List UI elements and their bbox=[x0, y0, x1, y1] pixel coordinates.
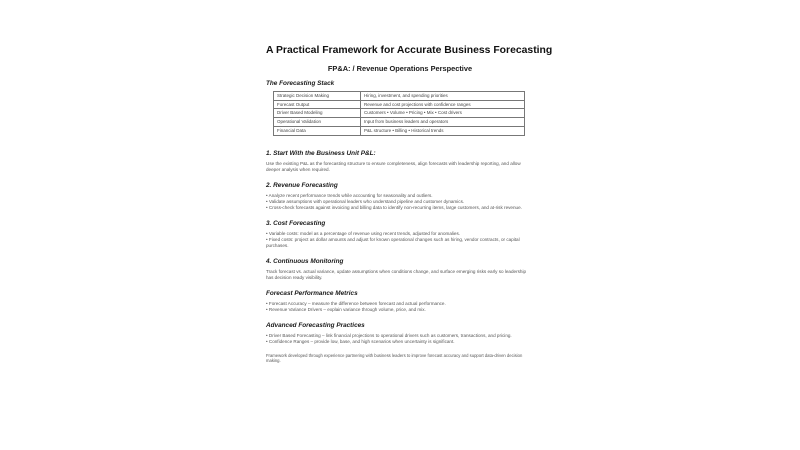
document-subtitle: FP&A: / Revenue Operations Perspective bbox=[327, 64, 473, 73]
bullet-item: • Driver Based Forecasting – link financial projections to operational drivers such as customers, transactions, and pricing. bbox=[266, 332, 512, 338]
bullet-item: • Revenue Variance Drivers – explain variance through volume, price, and mix. bbox=[266, 306, 426, 312]
section-business-unit-pl bbox=[266, 150, 534, 173]
stack-layer-cell: Financial Data bbox=[274, 126, 361, 135]
bullet-item: • Analyze recent performance trends while accounting for seasonality and outliers. bbox=[266, 192, 433, 198]
section-heading: 2. Revenue Forecasting bbox=[266, 181, 338, 189]
bullet-item: • Validate assumptions with operational leaders who understand pipeline and customer dynamics. bbox=[266, 198, 465, 204]
stack-layer-cell: Operational Validation bbox=[274, 118, 361, 127]
section-revenue-forecasting bbox=[266, 182, 534, 211]
stack-detail-cell: Input from business leaders and operators bbox=[361, 118, 525, 127]
section-heading: 3. Cost Forecasting bbox=[266, 219, 326, 227]
stack-detail-cell: Hiring, investment, and spending priorities bbox=[361, 92, 525, 101]
document-page bbox=[266, 44, 553, 368]
bullet-list bbox=[266, 301, 534, 313]
stack-heading: The Forecasting Stack bbox=[266, 80, 335, 87]
bullet-list bbox=[266, 193, 534, 211]
table-row bbox=[274, 92, 525, 101]
section-heading: 1. Start With the Business Unit P&L: bbox=[266, 149, 376, 157]
bullet-item: • Fixed costs: project as dollar amounts and adjust for known operational changes such as hiring, vendor contracts, or capital purchases. bbox=[266, 236, 520, 248]
section-heading: Forecast Performance Metrics bbox=[266, 289, 358, 297]
bullet-list bbox=[266, 333, 534, 345]
bullet-list bbox=[266, 231, 534, 249]
section-performance-metrics bbox=[266, 290, 534, 313]
stack-layer-cell: Forecast Output bbox=[274, 100, 361, 109]
bullet-item: • Cross-check forecasts against invoicing and billing data to identify non-recurring items, large customers, and at-risk revenue. bbox=[266, 204, 522, 210]
section-heading: Advanced Forecasting Practices bbox=[266, 321, 365, 329]
bullet-item: • Variable costs: model as a percentage of revenue using recent trends, adjusted for anomalies. bbox=[266, 230, 461, 236]
table-row bbox=[274, 100, 525, 109]
stack-detail-cell: Customers • Volume • Pricing • Mix • Cost drivers bbox=[361, 109, 525, 118]
stack-layer-cell: Driver Based Modeling bbox=[274, 109, 361, 118]
stack-detail-cell: P&L structure • Billing • Historical trends bbox=[361, 126, 525, 135]
footer-note: Framework developed through experience partnering with business leaders to improve forecast accuracy and support data-driven decision making. bbox=[266, 352, 523, 364]
bullet-item: • Confidence Ranges – provide low, base, and high scenarios when uncertainty is significant. bbox=[266, 338, 455, 344]
section-text: Track forecast vs. actual variance, update assumptions when conditions change, and surface emerging risks early so leadership has decision ready visibility. bbox=[266, 268, 527, 280]
document-title: A Practical Framework for Accurate Business Forecasting bbox=[266, 45, 553, 56]
section-advanced-practices bbox=[266, 322, 534, 345]
bullet-item: • Forecast Accuracy – measure the difference between forecast and actual performance. bbox=[266, 300, 446, 306]
forecasting-stack-table bbox=[273, 91, 525, 136]
table-row bbox=[274, 118, 525, 127]
table-row bbox=[274, 126, 525, 135]
section-cost-forecasting bbox=[266, 220, 534, 249]
section-heading: 4. Continuous Monitoring bbox=[266, 257, 344, 265]
stack-layer-cell: Strategic Decision Making bbox=[274, 92, 361, 101]
section-continuous-monitoring bbox=[266, 258, 534, 281]
table-row bbox=[274, 109, 525, 118]
section-text: Use the existing P&L as the forecasting structure to ensure completeness, align forecasts with leadership reporting, and allow deeper analysis when required. bbox=[266, 160, 521, 172]
stack-detail-cell: Revenue and cost projections with confidence ranges bbox=[361, 100, 525, 109]
